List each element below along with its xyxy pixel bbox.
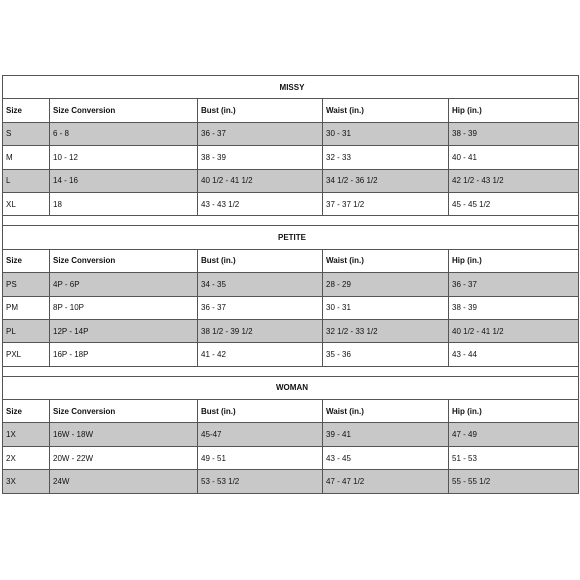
table-row [3, 122, 579, 145]
waist-cell: 28 - 29 [323, 273, 449, 296]
column-header-hip: Hip (in.) [449, 249, 579, 272]
size-chart [2, 75, 578, 494]
waist-cell: 43 - 45 [323, 446, 449, 469]
hip-cell: 36 - 37 [449, 273, 579, 296]
column-header-size-conversion: Size Conversion [50, 99, 198, 122]
section-title-row [3, 376, 579, 399]
column-header-hip: Hip (in.) [449, 99, 579, 122]
waist-cell: 39 - 41 [323, 423, 449, 446]
table-row [3, 423, 579, 446]
column-header-row [3, 400, 579, 423]
waist-cell: 47 - 47 1/2 [323, 470, 449, 493]
column-header-waist: Waist (in.) [323, 400, 449, 423]
table-row [3, 296, 579, 319]
column-header-bust: Bust (in.) [198, 249, 323, 272]
bust-cell: 45-47 [198, 423, 323, 446]
bust-cell: 43 - 43 1/2 [198, 192, 323, 215]
bust-cell: 38 1/2 - 39 1/2 [198, 319, 323, 342]
table-row [3, 192, 579, 215]
hip-cell: 43 - 44 [449, 343, 579, 366]
conversion-cell: 16P - 18P [50, 343, 198, 366]
column-header-bust: Bust (in.) [198, 400, 323, 423]
section-title-row [3, 76, 579, 99]
column-header-size: Size [3, 400, 50, 423]
bust-cell: 49 - 51 [198, 446, 323, 469]
waist-cell: 34 1/2 - 36 1/2 [323, 169, 449, 192]
bust-cell: 41 - 42 [198, 343, 323, 366]
size-cell: S [3, 122, 50, 145]
column-header-row [3, 99, 579, 122]
bust-cell: 36 - 37 [198, 122, 323, 145]
waist-cell: 32 - 33 [323, 146, 449, 169]
waist-cell: 30 - 31 [323, 296, 449, 319]
column-header-row [3, 249, 579, 272]
column-header-size: Size [3, 249, 50, 272]
conversion-cell: 6 - 8 [50, 122, 198, 145]
size-cell: 1X [3, 423, 50, 446]
bust-cell: 34 - 35 [198, 273, 323, 296]
waist-cell: 37 - 37 1/2 [323, 192, 449, 215]
table-row [3, 470, 579, 493]
table-row [3, 343, 579, 366]
conversion-cell: 16W - 18W [50, 423, 198, 446]
bust-cell: 53 - 53 1/2 [198, 470, 323, 493]
hip-cell: 45 - 45 1/2 [449, 192, 579, 215]
size-cell: PS [3, 273, 50, 296]
size-cell: M [3, 146, 50, 169]
hip-cell: 38 - 39 [449, 122, 579, 145]
conversion-cell: 24W [50, 470, 198, 493]
table-row [3, 319, 579, 342]
column-header-size: Size [3, 99, 50, 122]
bust-cell: 36 - 37 [198, 296, 323, 319]
size-chart-table [2, 75, 579, 494]
column-header-size-conversion: Size Conversion [50, 400, 198, 423]
size-cell: PL [3, 319, 50, 342]
conversion-cell: 18 [50, 192, 198, 215]
column-header-hip: Hip (in.) [449, 400, 579, 423]
column-header-waist: Waist (in.) [323, 249, 449, 272]
waist-cell: 35 - 36 [323, 343, 449, 366]
section-title-missy: MISSY [3, 76, 579, 99]
column-header-waist: Waist (in.) [323, 99, 449, 122]
table-row [3, 146, 579, 169]
bust-cell: 40 1/2 - 41 1/2 [198, 169, 323, 192]
conversion-cell: 8P - 10P [50, 296, 198, 319]
section-title-petite: PETITE [3, 226, 579, 249]
waist-cell: 32 1/2 - 33 1/2 [323, 319, 449, 342]
hip-cell: 42 1/2 - 43 1/2 [449, 169, 579, 192]
hip-cell: 51 - 53 [449, 446, 579, 469]
size-cell: L [3, 169, 50, 192]
table-row [3, 273, 579, 296]
conversion-cell: 12P - 14P [50, 319, 198, 342]
hip-cell: 40 - 41 [449, 146, 579, 169]
size-cell: 3X [3, 470, 50, 493]
conversion-cell: 14 - 16 [50, 169, 198, 192]
table-row [3, 169, 579, 192]
section-divider [3, 366, 579, 376]
table-row [3, 446, 579, 469]
size-cell: PM [3, 296, 50, 319]
section-title-row [3, 226, 579, 249]
conversion-cell: 4P - 6P [50, 273, 198, 296]
size-cell: XL [3, 192, 50, 215]
hip-cell: 38 - 39 [449, 296, 579, 319]
hip-cell: 47 - 49 [449, 423, 579, 446]
column-header-size-conversion: Size Conversion [50, 249, 198, 272]
size-cell: 2X [3, 446, 50, 469]
conversion-cell: 10 - 12 [50, 146, 198, 169]
size-cell: PXL [3, 343, 50, 366]
conversion-cell: 20W - 22W [50, 446, 198, 469]
waist-cell: 30 - 31 [323, 122, 449, 145]
hip-cell: 55 - 55 1/2 [449, 470, 579, 493]
hip-cell: 40 1/2 - 41 1/2 [449, 319, 579, 342]
section-divider [3, 216, 579, 226]
column-header-bust: Bust (in.) [198, 99, 323, 122]
section-title-woman: WOMAN [3, 376, 579, 399]
bust-cell: 38 - 39 [198, 146, 323, 169]
